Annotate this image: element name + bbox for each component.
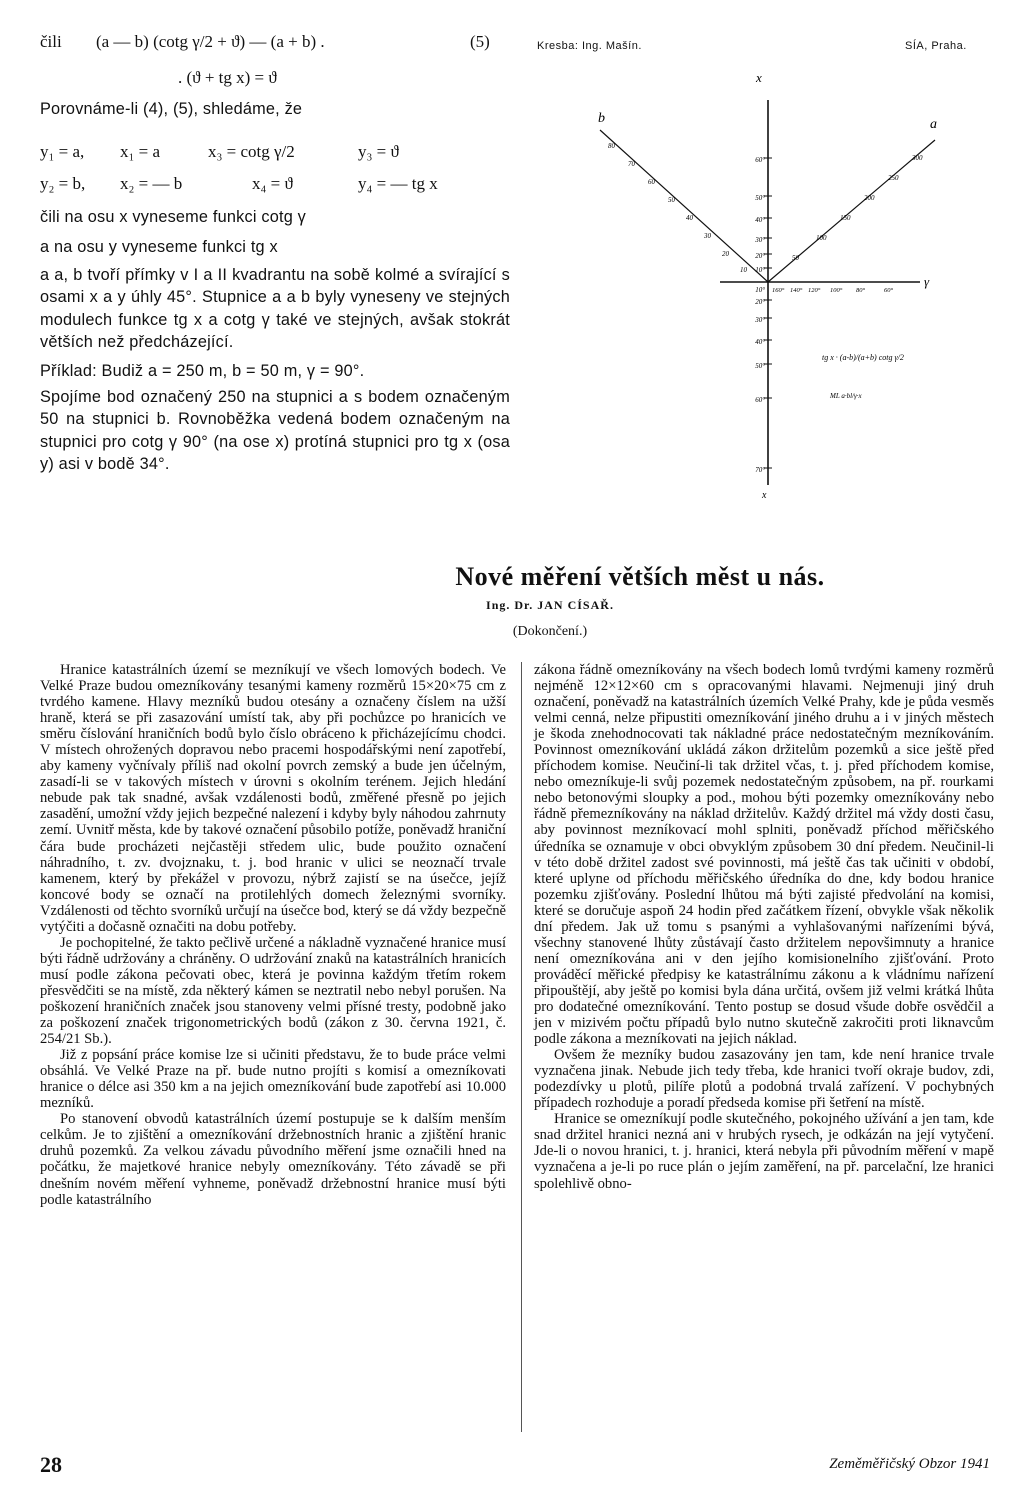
nomogram-figure <box>560 60 1000 500</box>
axis-y-sentence: a na osu y vyneseme funkci tg x <box>40 238 278 256</box>
figure-note-2: ML a·bl/γ·x <box>830 392 862 400</box>
formula-5-lead: čili <box>40 32 62 51</box>
scale-label-b: b <box>598 111 605 126</box>
y-up-tick-1: 50° <box>755 194 765 202</box>
y-down-tick-0: 10° <box>755 286 765 294</box>
col2-paragraph: Ovšem že mezníky budou zasazovány jen tam, kde není hranice trvale vyznačena jinak. Nebude jich tedy třeba, kde hranici tvoří okraje budov, zdi, podezdívky u plotů, pilíře plotů a podobná trvalá zařízení. V pochybných případech rozhoduje a poradí předseda komise při šetření na místě. <box>534 1047 994 1112</box>
x-tick-1: 140° <box>790 287 803 294</box>
y-up-tick-3: 30° <box>755 236 765 244</box>
a-tick-5: 50 <box>792 254 799 262</box>
left-text-block <box>40 264 510 476</box>
lines-paragraph: a a, b tvoří přímky v I a II kvadrantu na sobě kolmé a svírající s osami x a y úhly 45°. Stupnice a a b byly vyneseny ve stejných modulech funkce tg x a cotg γ také ve stejných, avšak stokrát větších než předcházející. <box>40 266 510 352</box>
y-down-tick-5: 60° <box>755 396 765 404</box>
a-tick-0: 300 <box>912 154 923 162</box>
y-down-tick-3: 40° <box>755 338 765 346</box>
b-tick-6: 20 <box>722 250 729 258</box>
b-tick-0: 80 <box>608 142 615 150</box>
assign-x4: x₄ = ϑ <box>252 174 293 193</box>
page-number: 28 <box>40 1452 62 1477</box>
article-column-1 <box>40 662 506 1208</box>
article-continuation-note: (Dokončení.) <box>512 624 588 639</box>
journal-name: Zeměměřičský Obzor 1941 <box>829 1456 990 1472</box>
b-tick-5: 30 <box>704 232 711 240</box>
x-tick-2: 120° <box>808 287 821 294</box>
scale-line-b <box>600 130 768 282</box>
a-tick-4: 100 <box>816 234 827 242</box>
x-tick-0: 160° <box>772 287 785 294</box>
y-up-tick-2: 40° <box>755 216 765 224</box>
col1-paragraph: Již z popsání práce komise lze si učiniti představu, že to bude práce velmi obsáhlá. Ve Velké Praze na př. bude nutno projíti s komisí a omezníkovati hranice o délce asi 350 km a na jejich omezníkování bude zapotřebí asi 10.000 mezníků. <box>40 1047 506 1112</box>
example-paragraph: Spojíme bod označený 250 na stupnici a s bodem označeným 50 na stupnici b. Rovnoběžka vedená bodem označeným na stupnici pro cotg γ 90° (na ose x) protíná stupnici pro tg x (osa y) asi v bodě 34°. <box>40 388 510 474</box>
formula-theta: . (ϑ + tg x) = ϑ <box>178 68 277 87</box>
axis-label-x-bottom: x <box>762 490 767 500</box>
column-divider <box>521 662 522 1432</box>
y-down-tick-6: 70° <box>755 466 765 474</box>
figure-credit-drawing: Kresba: Ing. Mašín. <box>537 40 642 52</box>
axis-x-sentence: čili na osu x vyneseme funkci cotg γ <box>40 208 307 226</box>
y-down-tick-2: 30° <box>755 316 765 324</box>
y-down-tick-1: 20° <box>755 298 765 306</box>
figure-note-1: tg x · (a-b)/(a+b) cotg γ/2 <box>822 353 904 362</box>
article-author: Ing. Dr. JAN CÍSAŘ. <box>486 598 614 612</box>
y-up-tick-5: 10° <box>755 266 765 274</box>
a-tick-1: 250 <box>888 174 899 182</box>
col1-paragraph: Hranice katastrálních území se mezníkují ve všech lomových bodech. Ve Velké Praze budou omezníkovány tesanými kameny rozměrů 15×20×75 cm z tvrdého kamene. Hlavy mezníků budou otesány a označeny číslem na užší hraně, která se při zasazování umístí tak, aby při pochůzce po hranicích ve směru číslování hraničních bodů bylo číslo obráceno k přicházejícímu chodci. V místech ohrožených dopravou nebo pracemi hospodářskými není zapotřebí, aby kameny vyčnívaly příliš nad okolní povrch zemský a bude jen účelným, zasadí-li se v takových místech v úrovni s okolním terénem. Jejich hledání nebude pak tak snadné, avšak vzdálenosti bodů, změřené přesně po jejich zasadění, umožní vždy jejich bezpečné nalezení i kdyby byly náhodou zahrnuty zemí. Uvnitř města, kde by takové označení působilo potíže, poněvadž hraniční čára bude procházeti nejčastěji středem ulic, bude použito označení náhradního, t. zv. dvojznaku, t. j. bod hranic v ulici se neoznačí trvale kamenem, který by překážel v provozu, nýbrž zajistí se na úsečce, jejíž koncové body se označí na protilehlých domech železnými svorníky. Vzdálenosti od těchto svorníků určují na úsečce bod, který se dá vždy bezpečně vytýčiti a dočasně označiti na dobu potřeby. <box>40 662 506 935</box>
assign-y1: y₁ = a, <box>40 142 85 161</box>
b-tick-2: 60 <box>648 178 655 186</box>
example-line: Příklad: Budiž a = 250 m, b = 50 m, γ = 90°. <box>40 361 365 380</box>
axis-label-x-top: x <box>756 70 762 85</box>
b-tick-7: 10 <box>740 266 747 274</box>
x-tick-4: 80° <box>856 287 866 294</box>
assign-x3: x₃ = cotg γ/2 <box>208 142 295 161</box>
formula-5-number: (5) <box>470 32 490 51</box>
axis-label-gamma: γ <box>924 274 930 289</box>
formula-5-expression: (a — b) (cotg γ/2 + ϑ) — (a + b) . <box>95 32 325 51</box>
b-tick-1: 70 <box>628 160 635 168</box>
y-up-tick-0: 60° <box>755 156 765 164</box>
scale-label-a: a <box>930 117 937 132</box>
article-title: Nové měření větších měst u nás. <box>455 562 825 591</box>
b-tick-3: 50 <box>668 196 675 204</box>
a-tick-2: 200 <box>864 194 875 202</box>
x-tick-5: 60° <box>884 287 894 294</box>
compare-sentence: Porovnáme-li (4), (5), shledáme, že <box>40 100 303 118</box>
col1-paragraph: Je pochopitelné, že takto pečlivě určené a nákladně vyznačené hranice musí býti řádně udržovány a chráněny. O udržování znaků na katastrálních hranicích musí podle zákona pečovati obec, která je povinna každým třetím rokem přesvědčiti se na místě, zda některý kámen se neztratil nebo nebyl porušen. Na poškození hraničních značek jsou stanoveny velmi přísné tresty, podobně jako za poškození značek trigonometrických bodů (zákon z 30. června 1921, č. 254/21 Sb.). <box>40 934 506 1048</box>
assign-y4: y₄ = — tg x <box>358 174 438 193</box>
col2-paragraph: zákona řádně omezníkovány na všech bodech lomů tvrdými kameny rozměrů nejméně 12×12×60 cm s opracovanými hlavami. Nejmenuji jiný druh označení, poněvadž na katastrálních územích Velké Prahy, kde je půda vesměs velmi cenná, nelze připustiti omezníkování jiného druhu a i v jiných městech je škoda znehodnocovati tak nákladné práce nedostatečným mezníkováním. Povinnost omezníkování ukládá zákon držitelům pozemků a sice ještě před příchodem komise. Neučiní-li tak držitel včas, t. j. před příchodem komise, nebo omezníkuje-li svůj pozemek nedostatečným způsobem, na př. rourkami nebo betonovými sloupky a pod., mohou býti pozemky omezníkovány nebo řádně přemezníkovány na náklad držitelův. Každý držitel má vždy dosti času, aby povinnost mezníkovací mohl splniti, poněvadž příchod měřičského úředníka se oznamuje v obci obvyklým způsobem 30 dní předem. Neučinil-li v této době držitel zadost své povinnosti, má ještě čas tak učiniti v období, které uplyne od příchodu měřičského úředníka do dne, kdy bodou hranice pozemku zjišťovány. Poslední lhůtou má býti zajisté předvolání na komisi, které se doručuje aspoň 24 hodin před začátkem řízení, obvykle však několik dní předem. Jak už tomu s psanými a vyhlašovanými nařízeními bývá, všechny stanovené lhůty zůstávají často držitelem nepovšimnuty a hranice není omezníkována ani v den jejího komisionelního zjišťování. Proto prováděcí měřické předpisy ke katastrálnímu zákonu a k vládnímu nařízení připouštějí, aby ještě po komisi byla dána určitá, ovšem již velmi krátká lhůta pro dodatečné omezníkování. Tento postup se dosud všude dobře osvědčil a jen v mizivém počtu případů bylo nutno skutečně zakročiti proti liknavcům podle zákona a mezníkovati na jejich náklad. <box>534 662 994 1048</box>
col2-paragraph: Hranice se omezníkují podle skutečného, pokojného užívání a jen tam, kde snad držitel hranici nezná ani v hrubých rysech, je odkázán na její vytyčení. Jde-li o novou hranici, t. j. hranici, která nebyla při původním měření v mapě vyznačena a je-li po ruce plán o jejím zaměření, na př. parcelační, lze hranici spolehlivě obno- <box>534 1111 994 1192</box>
assign-x1: x₁ = a <box>120 142 161 161</box>
formula-5 <box>40 32 520 52</box>
assign-y2: y₂ = b, <box>40 174 86 193</box>
a-tick-3: 150 <box>840 214 851 222</box>
x-tick-3: 100° <box>830 287 843 294</box>
y-down-tick-4: 50° <box>755 362 765 370</box>
y-up-tick-4: 20° <box>755 252 765 260</box>
assign-x2: x₂ = — b <box>120 174 183 193</box>
b-tick-4: 40 <box>686 214 693 222</box>
figure-credit-publisher: SÍA, Praha. <box>905 40 967 52</box>
col1-paragraph: Po stanovení obvodů katastrálních území postupuje se k dalším menším celkům. Je to zjištění a omezníkování držebnostních hranic a zjištění hranic druhů pozemků. Za velkou závadu původního měření jsme označili hned na počátku, že majetkové hranice nebyly omezníkovány. Této závadě se při dnešním novém měření vyhneme, poněvadž držebnostní hranice musí býti podle katastrálního <box>40 1111 506 1208</box>
article-column-2 <box>534 662 994 1192</box>
assign-y3: y₃ = ϑ <box>358 142 399 161</box>
